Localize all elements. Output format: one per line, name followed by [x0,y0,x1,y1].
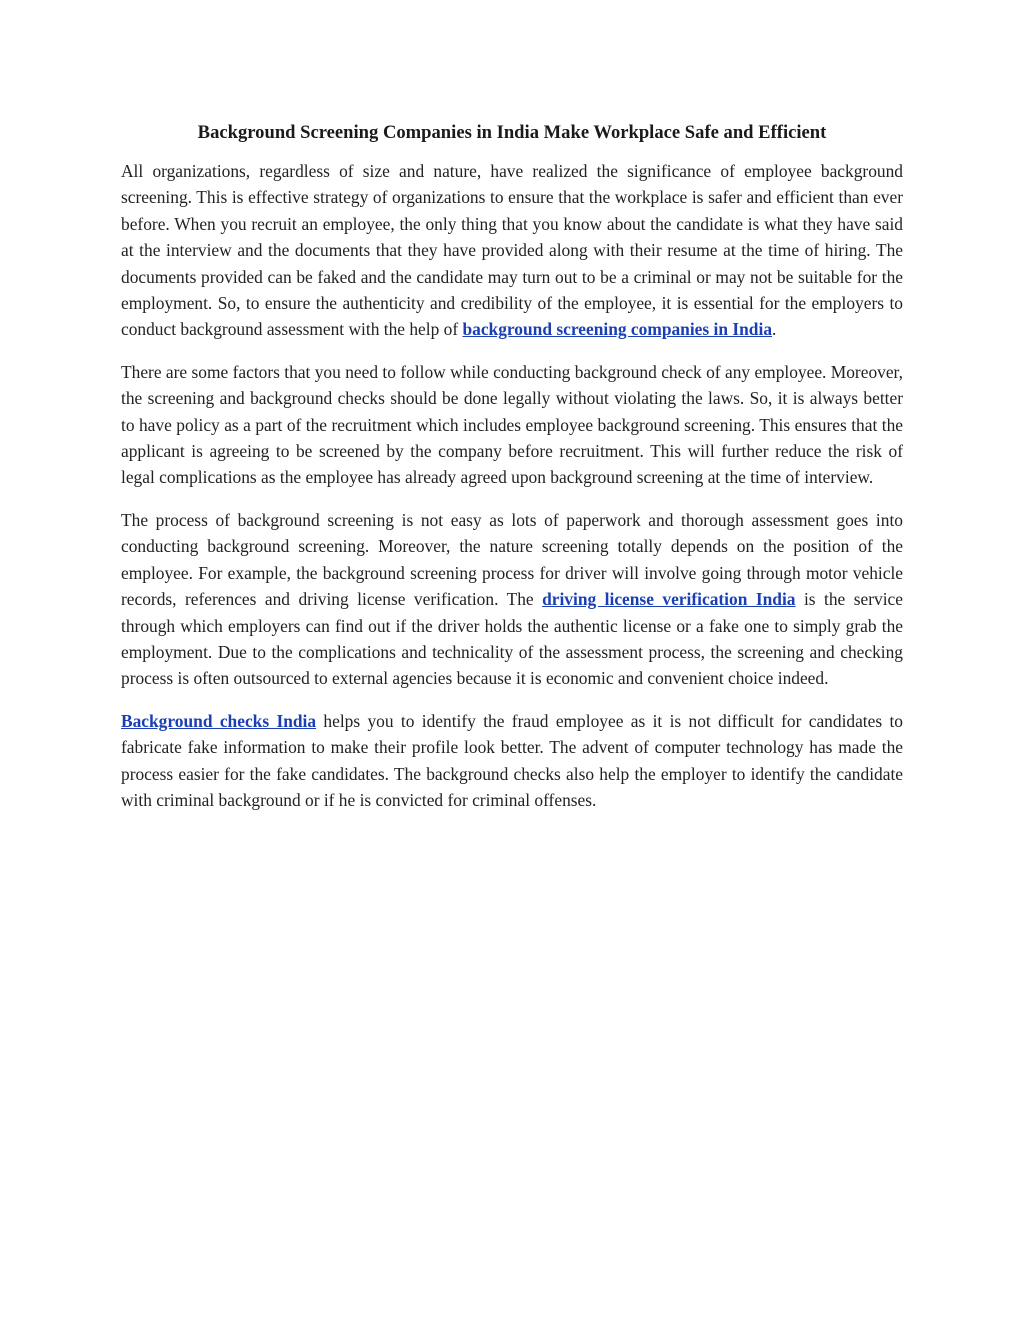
paragraph-intro-end: . [772,319,777,340]
link-driving-license-verification[interactable]: driving license verification India [542,589,796,610]
paragraph-factors: There are some factors that you need to follow while conducting background check of any employee. Moreover, the screening and background checks should be done legally without violating the laws. So, it is always better to have policy as a part of the recruitment which includes employee background screening. This ensures that the applicant is agreeing to be screened by the company before recruitment. This will further reduce the risk of legal complications as the employee has already agreed upon background screening at the time of interview. [121,361,903,488]
paragraph-intro-text: All organizations, regardless of size and nature, have realized the significance of employee background screening. This is effective strategy of organizations to ensure that the workplace is safer and efficient than ever before. When you recruit an employee, the only thing that you know about the candidate is what they have said at the interview and the documents that they have provided along with their resume at the time of hiring. The documents provided can be faked and the candidate may turn out to be a criminal or may not be suitable for the employment. So, to ensure the authenticity and credibility of the employee, it is essential for the employers to conduct background assessment with the help of [121,161,903,340]
link-background-screening-companies[interactable]: background screening companies in India [462,319,773,340]
paragraph-intro [121,158,903,343]
paragraph-process-text: The process of background screening is not easy as lots of paperwork and thorough assessment goes into conducting background screening. Moreover, the nature screening totally depends on the position of the employee. For example, the background screening process for driver will involve going through motor vehicle records, references and driving license verification. The [121,509,903,610]
paragraph-process [121,507,903,692]
paragraph-process-end: is the service through which employers can find out if the driver holds the authentic license or a fake one to simply grab the employment. Due to the complications and technicality of the assessment process, the screening and checking process is often outsourced to external agencies because it is economic and convenient choice indeed. [121,589,903,689]
paragraph-background-checks [121,708,903,814]
document-page [121,118,903,829]
paragraph-background-checks-text: helps you to identify the fraud employee as it is not difficult for candidates to fabricate fake information to make their profile look better. The advent of computer technology has made the process easier for the fake candidates. The background checks also help the employer to identify the candidate with criminal background or if he is convicted for criminal offenses. [121,710,903,810]
document-title: Background Screening Companies in India Make Workplace Safe and Efficient [197,122,827,143]
link-background-checks-india[interactable]: Background checks India [121,710,317,731]
